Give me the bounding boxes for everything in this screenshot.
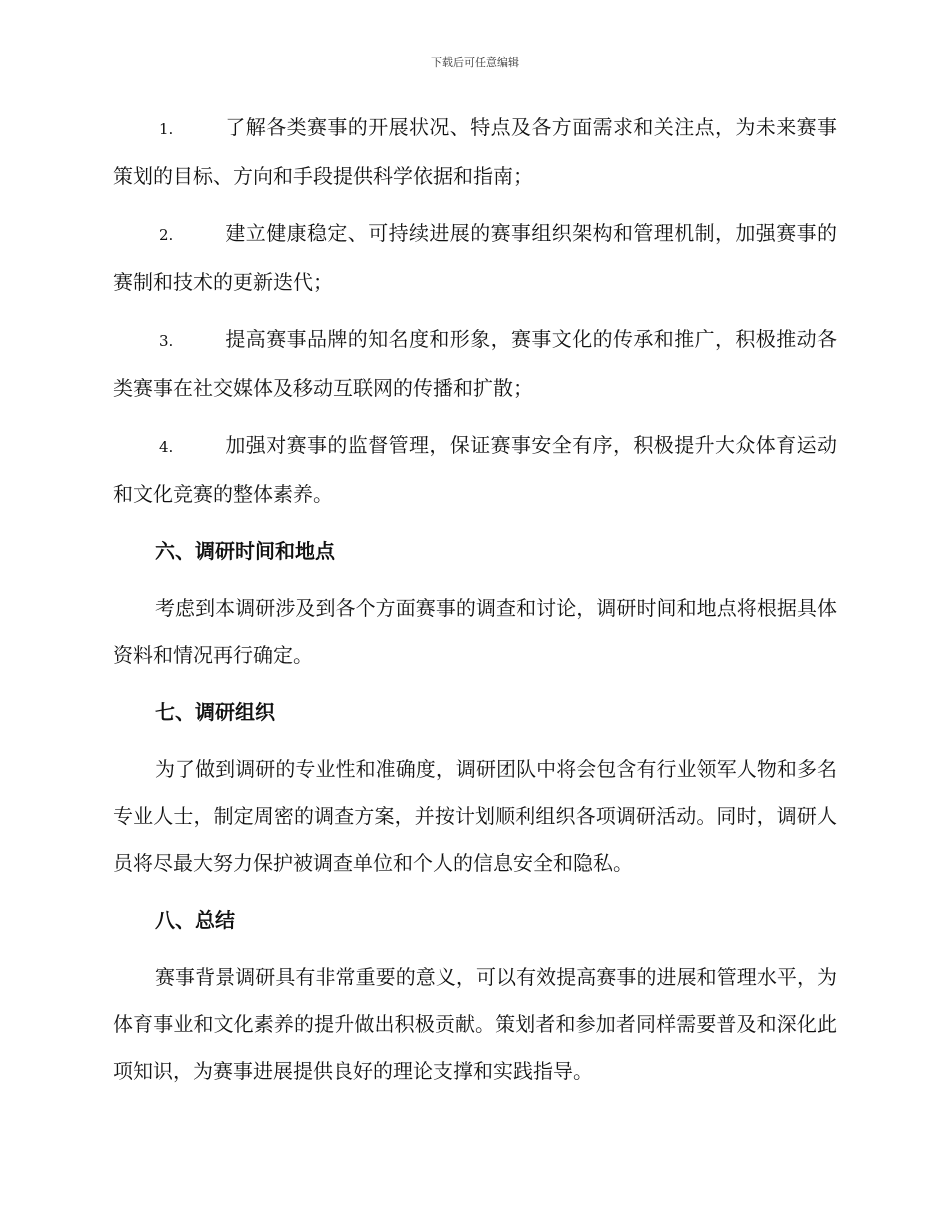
list-item [113,422,837,518]
section-paragraph-summary: 赛事背景调研具有非常重要的意义，可以有效提高赛事的进展和管理水平，为体育事业和文化素养的提升做出积极贡献。策划者和参加者同样需要普及和深化此项知识，为赛事进展提供良好的理论支撑和实践指导。 [113,965,837,1083]
list-item-number: 1. [159,120,174,138]
list-item-text: 建立健康稳定、可持续进展的赛事组织架构和管理机制，加强赛事的赛制和技术的更新迭代； [113,221,837,294]
list-item [113,210,837,306]
list-item-text: 加强对赛事的监督管理，保证赛事安全有序，积极提升大众体育运动和文化竞赛的整体素养。 [113,433,837,506]
document-body [113,104,837,1105]
list-item-text: 了解各类赛事的开展状况、特点及各方面需求和关注点，为未来赛事策划的目标、方向和手段提供科学依据和指南； [113,115,837,188]
list-item [113,104,837,200]
list-item-text: 提高赛事品牌的知名度和形象，赛事文化的传承和推广，积极推动各类赛事在社交媒体及移动互联网的传播和扩散； [113,327,837,400]
list-item [113,316,837,412]
list-item-number: 2. [159,226,174,244]
section-heading-organization: 七、调研组织 [155,700,275,724]
page-header: 下载后可任意编辑 [431,56,519,69]
section-heading-summary: 八、总结 [155,908,235,932]
list-item-number: 3. [159,332,174,350]
section-paragraph-organization: 为了做到调研的专业性和准确度，调研团队中将会包含有行业领军人物和多名专业人士，制定周密的调查方案，并按计划顺利组织各项调研活动。同时，调研人员将尽最大努力保护被调查单位和个人的信息安全和隐私。 [113,757,837,875]
section-heading-time-place: 六、调研时间和地点 [155,539,335,563]
section-paragraph-time-place: 考虑到本调研涉及到各个方面赛事的调查和讨论，调研时间和地点将根据具体资料和情况再行确定。 [113,596,837,667]
list-item-number: 4. [159,438,174,456]
